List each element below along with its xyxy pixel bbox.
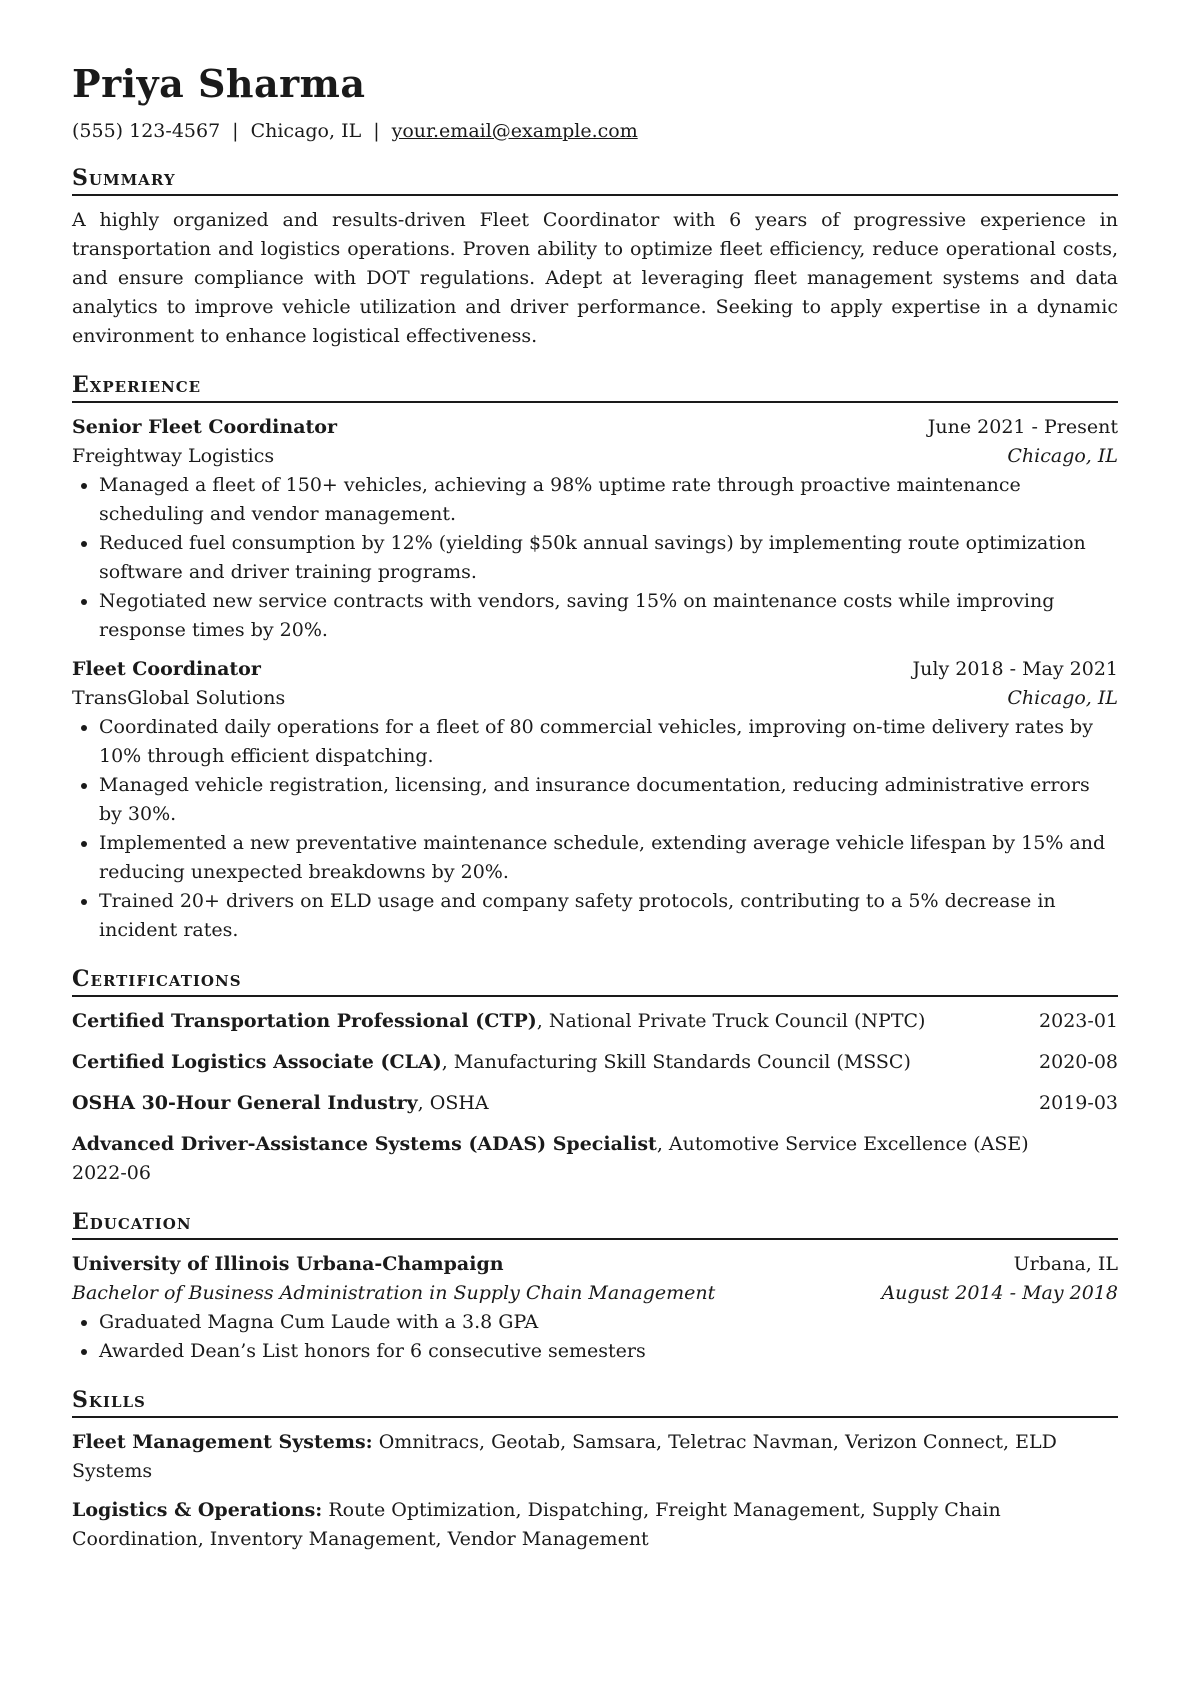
skill-label: Fleet Management Systems: <box>72 1431 373 1453</box>
cert-date: 2019-03 <box>1039 1092 1118 1114</box>
skill-label: Logistics & Operations: <box>72 1499 323 1521</box>
certification-item <box>72 1007 1118 1036</box>
section-title-summary: Summary <box>72 164 1118 196</box>
skill-value: Omnitracs, Geotab, Samsara, Teletrac Navman, Verizon Connect, ELD Systems <box>72 1431 1057 1482</box>
section-title-education: Education <box>72 1208 1118 1240</box>
skill-group <box>72 1428 1118 1486</box>
cert-name: Advanced Driver-Assistance Systems (ADAS) Specialist <box>72 1133 657 1155</box>
location: Chicago, IL <box>250 120 362 142</box>
list-item: • Trained 20+ drivers on ELD usage and company safety protocols, contributing to a 5% decrease in incident rates. <box>99 887 1118 945</box>
school-location: Urbana, IL <box>1013 1253 1118 1275</box>
job-dates: July 2018 - May 2021 <box>912 658 1118 680</box>
education-bullets <box>72 1308 1118 1366</box>
education-section <box>72 1208 1118 1366</box>
degree: Bachelor of Business Administration in Supply Chain Management <box>72 1282 716 1304</box>
job-location: Chicago, IL <box>1007 687 1118 709</box>
job-dates: June 2021 - Present <box>927 416 1118 438</box>
cert-issuer: , OSHA <box>417 1092 489 1114</box>
list-item: • Coordinated daily operations for a fleet of 80 commercial vehicles, improving on-time delivery rates by 10% through efficient dispatching. <box>99 713 1118 771</box>
certifications-section <box>72 965 1118 1188</box>
resume-name: Priya Sharma <box>72 61 366 106</box>
job-company: Freightway Logistics <box>72 445 275 467</box>
cert-issuer: , Automotive Service Excellence (ASE) <box>656 1133 1029 1155</box>
job-company: TransGlobal Solutions <box>72 687 286 709</box>
cert-name: Certified Transportation Professional (CTP) <box>72 1010 537 1032</box>
section-title-certifications: Certifications <box>72 965 1118 997</box>
job-entry <box>72 413 1118 645</box>
job-location: Chicago, IL <box>1007 445 1118 467</box>
contact-line <box>72 118 1118 144</box>
summary-section <box>72 164 1118 351</box>
certification-item <box>72 1048 1118 1077</box>
certification-item <box>72 1089 1118 1118</box>
list-item: • Negotiated new service contracts with vendors, saving 15% on maintenance costs while improving response times by 20%. <box>99 587 1118 645</box>
skills-section <box>72 1386 1118 1554</box>
separator: | <box>232 120 239 142</box>
education-dates: August 2014 - May 2018 <box>881 1282 1118 1304</box>
cert-date: 2023-01 <box>1039 1010 1118 1032</box>
cert-name: Certified Logistics Associate (CLA) <box>72 1051 442 1073</box>
job-role: Senior Fleet Coordinator <box>72 416 337 438</box>
list-item: • Awarded Dean’s List honors for 6 consecutive semesters <box>99 1337 1118 1366</box>
job-bullets <box>72 471 1118 645</box>
job-role: Fleet Coordinator <box>72 658 261 680</box>
skill-value: Route Optimization, Dispatching, Freight Management, Supply Chain Coordination, Inventory Management, Vendor Management <box>72 1499 1001 1550</box>
list-item: • Managed vehicle registration, licensing, and insurance documentation, reducing administrative errors by 30%. <box>99 771 1118 829</box>
job-bullets <box>72 713 1118 945</box>
section-title-skills: Skills <box>72 1386 1118 1418</box>
list-item: • Graduated Magna Cum Laude with a 3.8 GPA <box>99 1308 1118 1337</box>
list-item: • Reduced fuel consumption by 12% (yielding $50k annual savings) by implementing route optimization software and driver training programs. <box>99 529 1118 587</box>
list-item: • Managed a fleet of 150+ vehicles, achieving a 98% uptime rate through proactive maintenance scheduling and vendor management. <box>99 471 1118 529</box>
section-title-experience: Experience <box>72 371 1118 403</box>
cert-name: OSHA 30-Hour General Industry <box>72 1092 418 1114</box>
cert-issuer: , Manufacturing Skill Standards Council (MSSC) <box>441 1051 911 1073</box>
skill-group <box>72 1496 1118 1554</box>
cert-issuer: , National Private Truck Council (NPTC) <box>536 1010 926 1032</box>
cert-date: 2022-06 <box>72 1162 151 1184</box>
phone: (555) 123-4567 <box>72 120 221 142</box>
list-item: • Implemented a new preventative maintenance schedule, extending average vehicle lifespan by 15% and reducing unexpected breakdowns by 20%. <box>99 829 1118 887</box>
cert-date: 2020-08 <box>1039 1051 1118 1073</box>
job-entry <box>72 655 1118 945</box>
email-link[interactable]: your.email@example.com <box>391 120 638 142</box>
summary-text: A highly organized and results-driven Fleet Coordinator with 6 years of progressive experience in transportation and logistics operations. Proven ability to optimize fleet efficiency, reduce operational costs, and ensure compliance with DOT regulations. Adept at leveraging fleet management systems and data analytics to improve vehicle utilization and driver performance. Seeking to apply expertise in a dynamic environment to enhance logistical effectiveness. <box>72 209 1118 347</box>
school-name: University of Illinois Urbana-Champaign <box>72 1253 504 1275</box>
separator: | <box>373 120 380 142</box>
experience-section <box>72 371 1118 945</box>
certification-item <box>72 1130 1118 1188</box>
